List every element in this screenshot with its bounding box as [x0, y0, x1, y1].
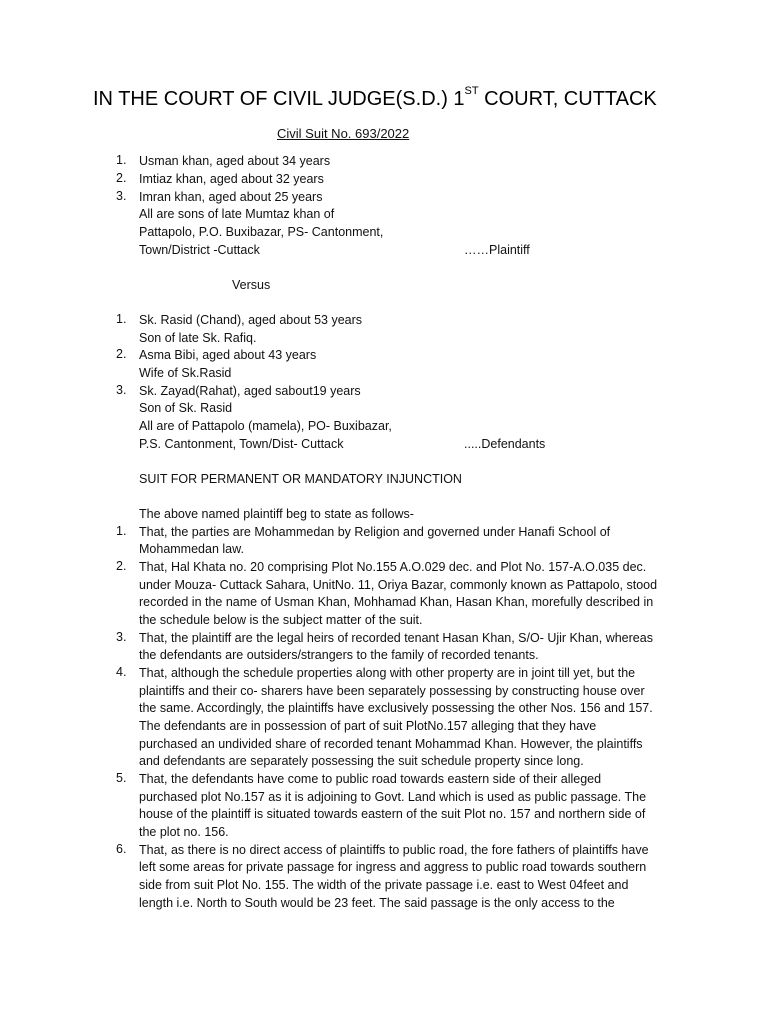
versus-label: Versus: [232, 278, 271, 292]
defendant-line: Sk. Zayad(Rahat), aged sabout19 years: [139, 384, 361, 398]
paragraph-line: length i.e. North to South would be 23 feet. The said passage is the only access to the: [139, 896, 615, 910]
plaintiff-address-line: All are sons of late Mumtaz khan of: [139, 207, 335, 221]
paragraph-line: The defendants are in possession of part of suit PlotNo.157 alleging that they have: [139, 719, 597, 733]
defendant-line: P.S. Cantonment, Town/Dist- Cuttack: [139, 437, 344, 451]
paragraph-line: Mohammedan law.: [139, 542, 244, 556]
paragraph-line: recorded in the name of Usman Khan, Mohhamad Khan, Hasan Khan, morefully described in: [139, 595, 654, 609]
plaintiff-number: 1.: [116, 153, 127, 167]
suit-number: Civil Suit No. 693/2022: [277, 126, 410, 141]
paragraph-number: 4.: [116, 665, 127, 679]
paragraph-line: That, the plaintiff are the legal heirs of recorded tenant Hasan Khan, S/O- Ujir Khan, whereas: [139, 631, 653, 645]
paragraph-number: 3.: [116, 630, 127, 644]
plaintiff-entry: Usman khan, aged about 34 years: [139, 154, 331, 168]
defendant-number: 2.: [116, 347, 127, 361]
defendant-line: Wife of Sk.Rasid: [139, 366, 232, 380]
court-title-tail: COURT, CUTTACK: [478, 88, 657, 110]
defendant-role-label: .....Defendants: [464, 437, 546, 451]
plaintiff-address-line: Pattapolo, P.O. Buxibazar, PS- Cantonment,: [139, 225, 384, 239]
suit-heading: SUIT FOR PERMANENT OR MANDATORY INJUNCTION: [139, 472, 462, 486]
plaintiff-number: 3.: [116, 189, 127, 203]
defendant-line: Son of late Sk. Rafiq.: [139, 331, 257, 345]
plaintiff-role-label: ……Plaintiff: [464, 243, 530, 257]
paragraph-line: the same. Accordingly, the plaintiffs have exclusively possessing the other Nos. 156 and 157.: [139, 701, 653, 715]
defendant-line: Son of Sk. Rasid: [139, 401, 233, 415]
paragraph-line: plaintiffs and their co- sharers have been separately possessing by constructing house over: [139, 684, 645, 698]
plaintiff-entry: Imtiaz khan, aged about 32 years: [139, 172, 324, 186]
paragraph-line: and defendants are separately possessing the suit schedule property since long.: [139, 754, 584, 768]
defendant-line: Asma Bibi, aged about 43 years: [139, 348, 317, 362]
defendant-line: Sk. Rasid (Chand), aged about 53 years: [139, 313, 363, 327]
paragraph-number: 1.: [116, 524, 127, 538]
paragraph-line: purchased plot No.157 as it is adjoining to Govt. Land which is used as public passage. The: [139, 790, 647, 804]
intro-line: The above named plaintiff beg to state as follows-: [139, 507, 414, 521]
paragraph-line: the schedule below is the subject matter of the suit.: [139, 613, 423, 627]
paragraph-line: under Mouza- Cuttack Sahara, UnitNo. 11, Oriya Bazar, commonly known as Pattapolo, stood: [139, 578, 658, 592]
paragraph-line: That, as there is no direct access of plaintiffs to public road, the fore fathers of plaintiffs have: [139, 843, 649, 857]
paragraph-line: the plot no. 156.: [139, 825, 229, 839]
paragraph-number: 6.: [116, 842, 127, 856]
defendant-number: 3.: [116, 383, 127, 397]
plaintiff-number: 2.: [116, 171, 127, 185]
paragraph-line: left some areas for private passage for ingress and aggress to public road towards southern: [139, 860, 647, 874]
paragraph-line: side from suit Plot No. 155. The width of the private passage i.e. east to West 04feet and: [139, 878, 629, 892]
court-title-superscript: ST: [464, 85, 479, 98]
paragraph-number: 5.: [116, 771, 127, 785]
paragraph-line: That, the parties are Mohammedan by Religion and governed under Hanafi School of: [139, 525, 611, 539]
paragraph-line: That, although the schedule properties along with other property are in joint till yet, but the: [139, 666, 636, 680]
court-title: [93, 85, 657, 111]
paragraph-line: purchased an undivided share of recorded tenant Mohammad Khan. However, the plaintiffs: [139, 737, 643, 751]
paragraph-line: the defendants are outsiders/strangers to the family of recorded tenants.: [139, 648, 539, 662]
defendant-number: 1.: [116, 312, 127, 326]
paragraph-number: 2.: [116, 559, 127, 573]
court-title-main: IN THE COURT OF CIVIL JUDGE(S.D.) 1: [93, 88, 465, 110]
paragraph-line: That, Hal Khata no. 20 comprising Plot No.155 A.O.029 dec. and Plot No. 157-A.O.035 dec.: [139, 560, 647, 574]
plaintiff-address-line: Town/District -Cuttack: [139, 243, 260, 257]
paragraph-line: house of the plaintiff is situated towards eastern of the suit Plot no. 157 and northern side of: [139, 807, 646, 821]
plaintiff-entry: Imran khan, aged about 25 years: [139, 190, 323, 204]
defendant-line: All are of Pattapolo (mamela), PO- Buxibazar,: [139, 419, 392, 433]
paragraph-line: That, the defendants have come to public road towards eastern side of their alleged: [139, 772, 602, 786]
